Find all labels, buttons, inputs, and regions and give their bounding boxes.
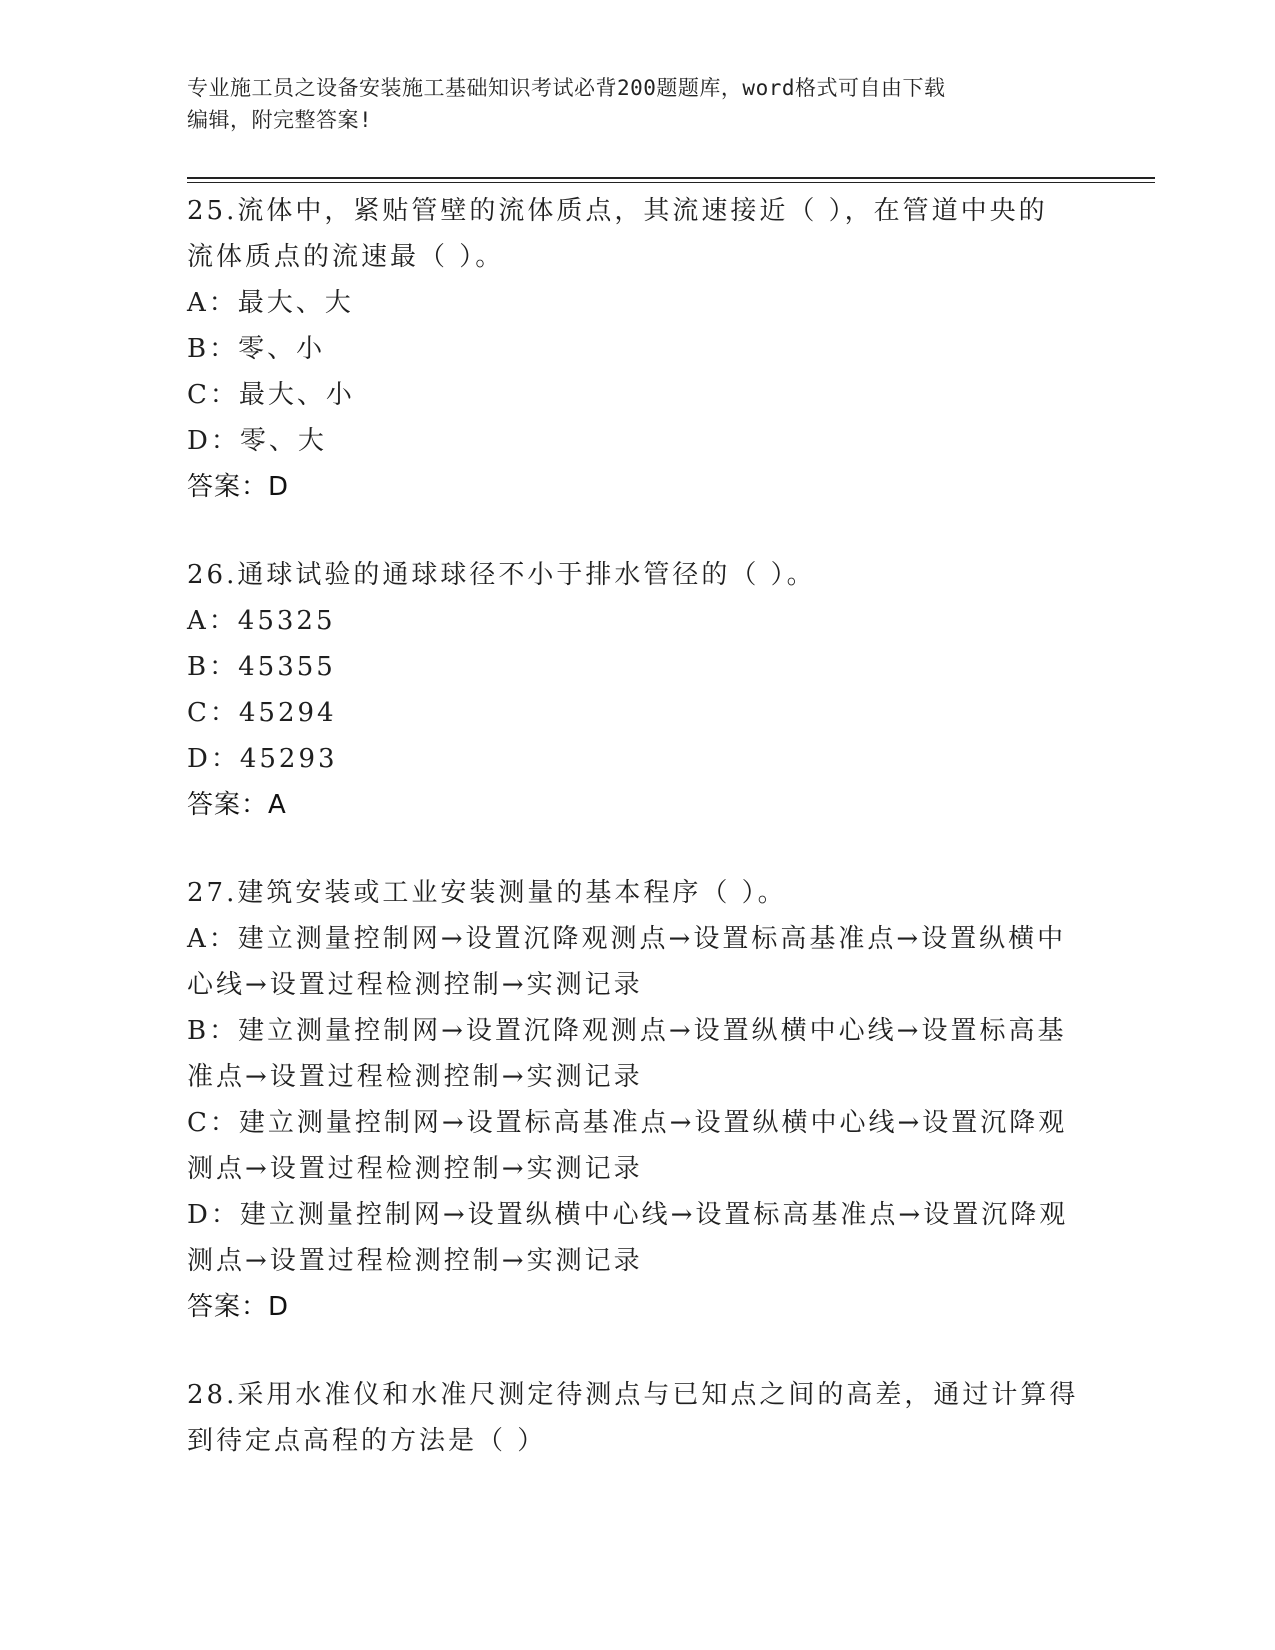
answer-option-line: A：45325 — [187, 606, 336, 636]
answer-option-line: B：建立测量控制网→设置沉降观测点→设置纵横中心线→设置标高基 — [187, 1016, 1067, 1046]
question-stem-line: 流体质点的流速最（ ）。 — [187, 242, 505, 272]
question-spacer — [187, 510, 1087, 552]
question-stem-line: 到待定点高程的方法是（ ） — [187, 1426, 547, 1456]
answer-option-line: D：45293 — [187, 744, 338, 774]
answer-option-line: 准点→设置过程检测控制→实测记录 — [187, 1062, 643, 1092]
answer-key: 答案：D — [187, 1292, 290, 1322]
question-stem-line: 26.通球试验的通球球径不小于排水管径的（ ）。 — [187, 560, 816, 590]
answer-option-line: C：45294 — [187, 698, 337, 728]
question-spacer — [187, 828, 1087, 870]
answer-key: 答案：A — [187, 790, 287, 820]
answer-option-line: 测点→设置过程检测控制→实测记录 — [187, 1246, 643, 1276]
question-stem-line: 28.采用水准仪和水准尺测定待测点与已知点之间的高差，通过计算得 — [187, 1380, 1079, 1410]
answer-option-line: D：建立测量控制网→设置纵横中心线→设置标高基准点→设置沉降观 — [187, 1200, 1069, 1230]
question-spacer — [187, 1330, 1087, 1372]
question-stem-line: 27.建筑安装或工业安装测量的基本程序（ ）。 — [187, 878, 787, 908]
answer-key: 答案：D — [187, 472, 290, 502]
answer-option-line: A：最大、大 — [187, 288, 354, 318]
header-line-1: 专业施工员之设备安装施工基础知识考试必背200题题库，word格式可自由下载 — [187, 76, 946, 100]
header-divider-thin — [187, 182, 1155, 183]
document-header — [187, 72, 1087, 136]
question-block — [187, 1372, 1087, 1464]
answer-option-line: B：45355 — [187, 652, 336, 682]
question-list — [187, 188, 1087, 1464]
question-block — [187, 552, 1087, 828]
question-stem-line: 25.流体中，紧贴管壁的流体质点，其流速接近（ ），在管道中央的 — [187, 196, 1048, 226]
question-block — [187, 870, 1087, 1330]
answer-option-line: 心线→设置过程检测控制→实测记录 — [187, 970, 643, 1000]
question-block — [187, 188, 1087, 510]
answer-option-line: C：建立测量控制网→设置标高基准点→设置纵横中心线→设置沉降观 — [187, 1108, 1068, 1138]
answer-option-line: C：最大、小 — [187, 380, 355, 410]
header-divider-thick — [187, 177, 1155, 179]
answer-option-line: 测点→设置过程检测控制→实测记录 — [187, 1154, 643, 1184]
answer-option-line: A：建立测量控制网→设置沉降观测点→设置标高基准点→设置纵横中 — [187, 924, 1067, 954]
answer-option-line: B：零、小 — [187, 334, 326, 364]
header-line-2: 编辑，附完整答案! — [187, 108, 373, 132]
answer-option-line: D：零、大 — [187, 426, 327, 456]
